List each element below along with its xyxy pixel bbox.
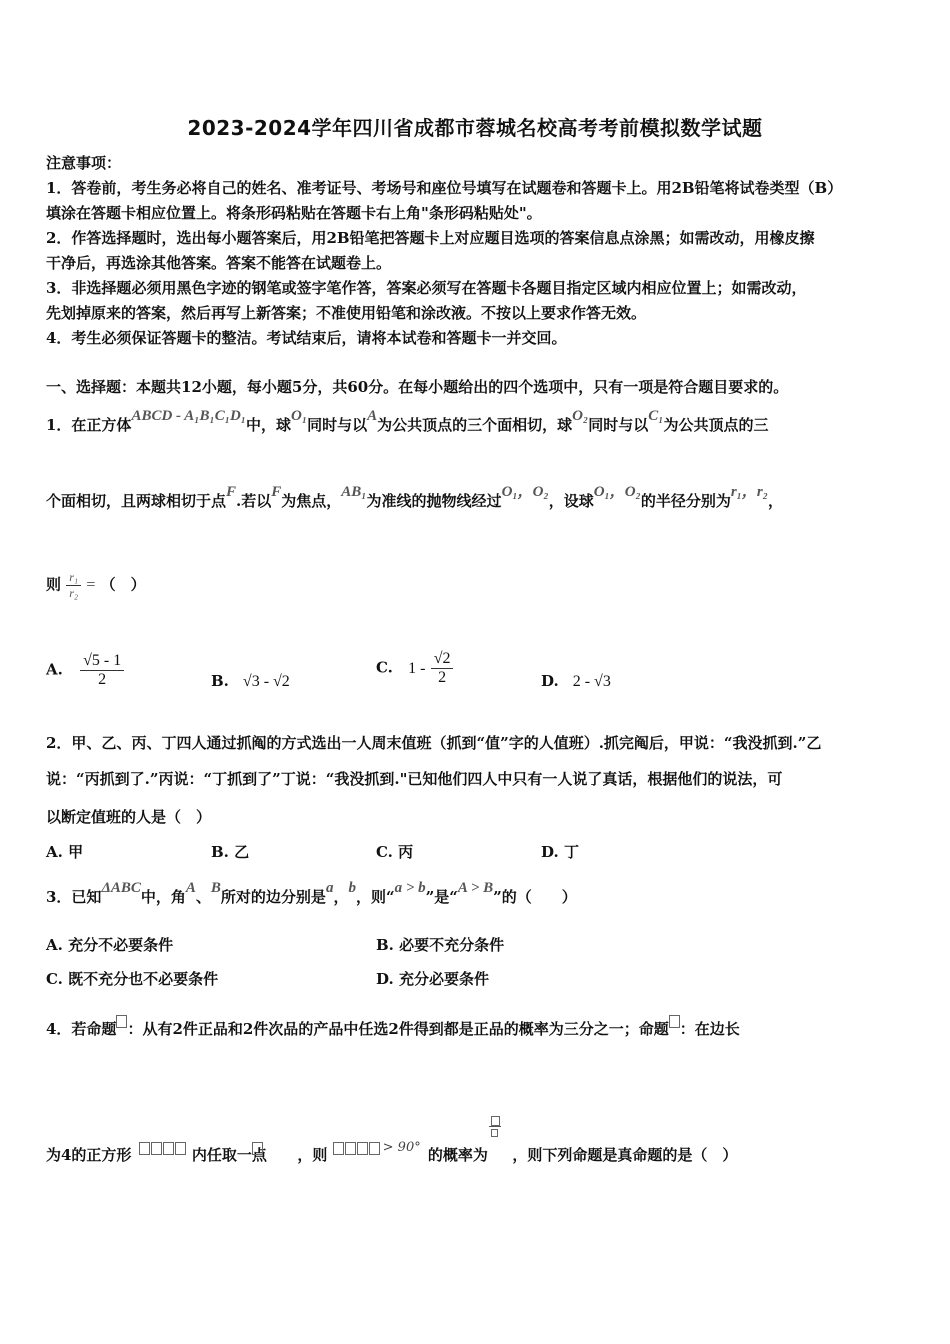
option-label: D.	[541, 843, 559, 861]
q1-math: O₁，O₂	[593, 484, 641, 500]
q3-text: 中，角	[140, 888, 186, 906]
q3-text: ”的（ ）	[493, 888, 577, 906]
q3-math: a	[325, 880, 334, 896]
q1-text: ，	[767, 492, 783, 510]
option-value-prefix: 1 -	[408, 659, 426, 677]
q1-text: .若以	[236, 492, 272, 510]
section-heading: 一、选择题：本题共12小题，每小题5分，共60分。在每小题给出的四个选项中，只有一项是符合题目要求的。	[46, 378, 789, 396]
q1-text: （ ）	[100, 575, 146, 594]
option-value: 丙	[398, 843, 414, 861]
q3-math: a > b	[394, 880, 426, 896]
option-label: A.	[46, 843, 63, 861]
missing-glyph-icon	[252, 1142, 263, 1155]
fraction-numerator: r₁	[66, 570, 81, 586]
q1-option-a[interactable]	[46, 652, 124, 689]
question-2-line-3: 以断定值班的人是（ ）	[46, 808, 212, 826]
q1-math: A	[367, 408, 378, 424]
fraction-denominator: r₂	[69, 586, 79, 600]
option-value: 丁	[563, 843, 579, 861]
q1-math: C₁	[648, 408, 664, 424]
q1-math: F	[271, 484, 282, 500]
option-label: B.	[211, 672, 229, 690]
missing-glyph-icon	[139, 1142, 150, 1155]
q3-text: 3．已知	[46, 888, 102, 906]
option-value	[431, 650, 454, 687]
option-label: B.	[376, 936, 394, 954]
fraction-denominator: 2	[438, 669, 447, 686]
option-label: C.	[46, 970, 63, 988]
missing-glyph-icon	[333, 1142, 344, 1155]
option-value: 充分必要条件	[398, 970, 489, 988]
question-1-line-2	[46, 484, 906, 511]
q1-math: O₁	[291, 408, 308, 424]
option-value: 甲	[68, 843, 84, 861]
equals-sign: =	[86, 576, 96, 594]
q1-math: O₂	[572, 408, 589, 424]
q1-text: 为准线的抛物线经过	[366, 492, 502, 510]
option-value: 2 - √3	[572, 673, 611, 690]
q4-text: 的概率为	[427, 1146, 488, 1164]
q3-option-a[interactable]	[46, 934, 173, 955]
q1-math: ABCD - A₁B₁C₁D₁	[131, 408, 247, 424]
q4-text: 为4的正方形	[46, 1146, 132, 1164]
q1-text: 为公共顶点的三	[663, 416, 769, 434]
missing-glyph-icon	[163, 1142, 174, 1155]
ratio-fraction	[66, 570, 81, 601]
question-1-line-1	[46, 408, 906, 435]
missing-glyph-icon	[491, 1129, 498, 1137]
option-label: D.	[376, 970, 394, 988]
q1-text: 为公共顶点的三个面相切，球	[377, 416, 573, 434]
question-1-line-3	[46, 570, 906, 601]
missing-glyph-icon	[116, 1015, 127, 1028]
notice-line: 3．非选择题必须用黑色字迹的钢笔或签字笔作答，答案必须写在答题卡各题目指定区域内相应位置上；如需改动，	[46, 279, 807, 297]
q1-text: 同时与以	[307, 416, 368, 434]
option-value: 必要不充分条件	[399, 936, 505, 954]
notice-line: 干净后，再选涂其他答案。答案不能答在试题卷上。	[46, 254, 392, 272]
missing-glyph-icon	[491, 1116, 500, 1126]
q3-math: ΔABC	[101, 880, 141, 896]
q2-option-c[interactable]	[376, 841, 413, 862]
q4-text: 4．若命题	[46, 1020, 117, 1038]
missing-glyph-icon	[369, 1142, 380, 1155]
q1-option-b[interactable]	[211, 672, 290, 691]
q4-text: 内任取一点	[191, 1146, 267, 1164]
notice-line: 2．作答选择题时，选出每小题答案后，用2B铅笔把答题卡上对应题目选项的答案信息点涂黑；如需改动，用橡皮擦	[46, 229, 815, 247]
q3-text: ”是“	[425, 888, 458, 906]
q1-text: 则	[46, 575, 62, 594]
q3-option-c[interactable]	[46, 968, 218, 989]
q3-math: A > B	[457, 880, 494, 896]
option-value: 充分不必要条件	[68, 936, 174, 954]
q4-text: ，则下列命题是真命题的是（ ）	[512, 1146, 738, 1164]
notice-line: 填涂在答题卡相应位置上。将条形码粘贴在答题卡右上角"条形码粘贴处"。	[46, 204, 542, 222]
option-value: 既不充分也不必要条件	[68, 970, 219, 988]
q3-text: 、	[195, 888, 211, 906]
option-label: B.	[211, 843, 229, 861]
option-value	[80, 652, 124, 689]
q1-text: 中，球	[246, 416, 292, 434]
q1-text: 个面相切，且两球相切于点	[46, 492, 227, 510]
q1-math: O₁，O₂	[501, 484, 549, 500]
q4-text: ，则	[297, 1146, 328, 1164]
q3-math: B	[210, 880, 221, 896]
fraction-numerator: √2	[431, 650, 454, 669]
q3-math: b	[348, 880, 356, 896]
q2-option-a[interactable]	[46, 841, 83, 862]
notice-heading: 注意事项：	[46, 154, 122, 172]
q1-text: 1．在正方体	[46, 416, 132, 434]
option-label: C.	[376, 843, 393, 861]
question-4-line-1	[46, 1015, 906, 1039]
q1-math: AB₁	[341, 484, 367, 500]
option-label: D.	[541, 672, 559, 690]
question-4-line-2	[46, 1140, 906, 1165]
q4-text: ：在边长	[679, 1020, 740, 1038]
missing-glyph-icon	[357, 1142, 368, 1155]
q2-option-d[interactable]	[541, 841, 579, 862]
missing-glyph-icon	[151, 1142, 162, 1155]
q1-option-c[interactable]	[376, 650, 453, 687]
fraction-bar	[489, 1126, 501, 1127]
option-value: √3 - √2	[242, 673, 290, 690]
fraction-numerator: √5 - 1	[80, 652, 124, 671]
q3-option-b[interactable]	[376, 934, 504, 955]
question-3-line-1	[46, 880, 906, 907]
option-label: A.	[46, 660, 63, 679]
q3-text: ，则“	[355, 888, 395, 906]
page-title: 2023-2024学年四川省成都市蓉城名校高考考前模拟数学试题	[187, 116, 763, 140]
notice-line: 4．考生必须保证答题卡的整洁。考试结束后，请将本试卷和答题卡一并交回。	[46, 329, 567, 347]
q4-text: ：从有2件正品和2件次品的产品中任选2件得到都是正品的概率为三分之一；命题	[127, 1020, 669, 1038]
q3-option-d[interactable]	[376, 968, 489, 989]
q2-option-b[interactable]	[211, 841, 249, 862]
q1-text: ，设球	[548, 492, 594, 510]
question-2-line-2: 说：“丙抓到了.”丙说：“丁抓到了”丁说：“我没抓到."已知他们四人中只有一人说了真话，根据他们的说法，可	[46, 770, 783, 788]
q3-text: 所对的边分别是	[220, 888, 326, 906]
missing-glyph-icon	[669, 1015, 680, 1028]
q1-math: F	[226, 484, 237, 500]
option-label: A.	[46, 936, 63, 954]
q1-option-d[interactable]	[541, 672, 611, 691]
missing-glyph-icon	[345, 1142, 356, 1155]
fraction-denominator: 2	[98, 671, 107, 688]
q1-text: 的半径分别为	[640, 492, 731, 510]
q4-math: > 90°	[382, 1140, 421, 1155]
option-label: C.	[376, 658, 393, 677]
notice-line: 1．答卷前，考生务必将自己的姓名、准考证号、考场号和座位号填写在试题卷和答题卡上。用2B铅笔将试卷类型（B）	[46, 179, 843, 197]
question-2-line-1: 2．甲、乙、丙、丁四人通过抓阄的方式选出一人周末值班（抓到“值”字的人值班）.抓完阄后，甲说：“我没抓到.”乙	[46, 734, 822, 752]
q1-text: 同时与以	[588, 416, 649, 434]
notice-line: 先划掉原来的答案，然后再写上新答案；不准使用铅笔和涂改液。不按以上要求作答无效。	[46, 304, 647, 322]
q1-math: r₁，r₂	[730, 484, 768, 500]
q3-math: A	[185, 880, 196, 896]
q1-text: 为焦点，	[281, 492, 342, 510]
q3-text: ，	[333, 888, 349, 906]
missing-glyph-icon	[175, 1142, 186, 1155]
option-value: 乙	[234, 843, 250, 861]
